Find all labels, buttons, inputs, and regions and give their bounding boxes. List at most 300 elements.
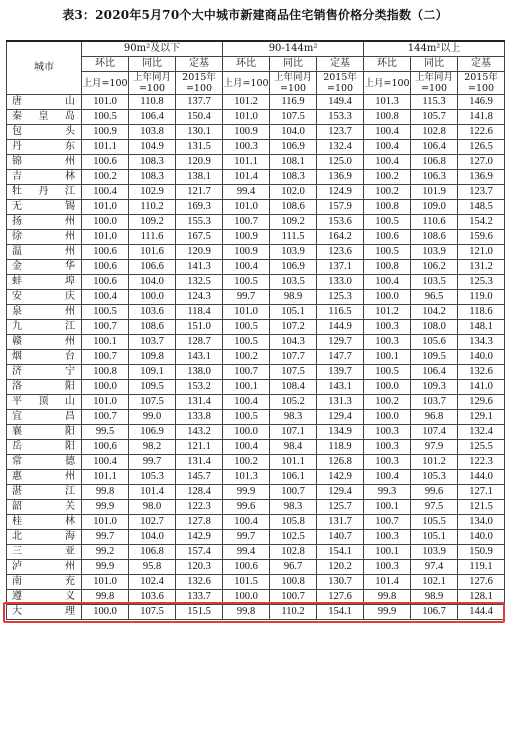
index-value: 119.1 <box>458 560 505 575</box>
index-value: 108.3 <box>129 155 176 170</box>
index-value: 108.1 <box>270 155 317 170</box>
city-name: 桂 林 <box>7 515 82 530</box>
city-name: 泸 州 <box>7 560 82 575</box>
index-value: 106.9 <box>270 260 317 275</box>
city-name: 岳 阳 <box>7 440 82 455</box>
table-row <box>7 185 505 200</box>
index-value: 105.3 <box>411 470 458 485</box>
index-value: 99.3 <box>364 485 411 500</box>
index-value: 131.5 <box>176 140 223 155</box>
city-name: 南 充 <box>7 575 82 590</box>
index-value: 131.2 <box>458 260 505 275</box>
index-value: 106.4 <box>411 365 458 380</box>
index-value: 125.0 <box>317 155 364 170</box>
index-value: 100.3 <box>364 320 411 335</box>
index-value: 96.5 <box>411 290 458 305</box>
city-name: 包 头 <box>7 125 82 140</box>
sub-header: 环比 <box>82 57 129 72</box>
index-value: 100.2 <box>364 170 411 185</box>
index-value: 108.6 <box>411 230 458 245</box>
index-value: 109.3 <box>411 380 458 395</box>
index-value: 132.6 <box>176 575 223 590</box>
city-column-header: 城市 <box>7 41 82 95</box>
index-value: 100.3 <box>364 425 411 440</box>
index-value: 105.7 <box>411 110 458 125</box>
table-row <box>7 335 505 350</box>
index-value: 108.0 <box>411 320 458 335</box>
index-value: 100.8 <box>82 365 129 380</box>
index-value: 99.2 <box>82 545 129 560</box>
table-row <box>7 470 505 485</box>
index-value: 101.0 <box>82 230 129 245</box>
index-value: 100.7 <box>223 215 270 230</box>
city-name: 北 海 <box>7 530 82 545</box>
index-value: 101.3 <box>223 470 270 485</box>
index-value: 100.3 <box>364 560 411 575</box>
city-name: 蚌 埠 <box>7 275 82 290</box>
index-value: 98.2 <box>129 440 176 455</box>
index-value: 101.5 <box>223 575 270 590</box>
index-value: 100.3 <box>364 335 411 350</box>
index-value: 100.5 <box>223 320 270 335</box>
table-row <box>7 500 505 515</box>
index-value: 110.2 <box>129 200 176 215</box>
index-value: 100.4 <box>364 140 411 155</box>
index-value: 146.9 <box>458 95 505 110</box>
index-value: 127.6 <box>317 590 364 605</box>
index-value: 99.9 <box>364 605 411 620</box>
index-value: 121.0 <box>458 245 505 260</box>
index-value: 120.9 <box>176 245 223 260</box>
index-value: 129.4 <box>317 485 364 500</box>
city-name: 丹 东 <box>7 140 82 155</box>
index-value: 103.6 <box>129 305 176 320</box>
index-value: 102.4 <box>129 575 176 590</box>
index-value: 122.6 <box>458 125 505 140</box>
index-value: 106.2 <box>411 260 458 275</box>
city-name: 唐 山 <box>7 95 82 110</box>
index-value: 105.8 <box>270 515 317 530</box>
index-value: 106.1 <box>270 470 317 485</box>
index-value: 100.5 <box>223 335 270 350</box>
table-row <box>7 155 505 170</box>
index-value: 104.9 <box>129 140 176 155</box>
table-row <box>7 125 505 140</box>
index-value: 153.6 <box>317 215 364 230</box>
index-value: 150.9 <box>458 545 505 560</box>
table-row <box>7 545 505 560</box>
index-value: 99.8 <box>364 590 411 605</box>
index-value: 97.5 <box>411 500 458 515</box>
index-value: 100.4 <box>223 515 270 530</box>
index-value: 106.8 <box>411 155 458 170</box>
table-row <box>7 530 505 545</box>
index-value: 131.7 <box>317 515 364 530</box>
index-value: 134.3 <box>458 335 505 350</box>
index-value: 107.5 <box>129 395 176 410</box>
index-value: 151.0 <box>176 320 223 335</box>
index-value: 159.6 <box>458 230 505 245</box>
index-value: 108.4 <box>270 380 317 395</box>
index-value: 144.0 <box>458 470 505 485</box>
index-value: 128.7 <box>176 335 223 350</box>
index-value: 131.3 <box>317 395 364 410</box>
index-value: 99.8 <box>82 590 129 605</box>
base-header: 上月=100 <box>82 72 129 95</box>
index-value: 100.7 <box>223 365 270 380</box>
index-value: 107.5 <box>129 605 176 620</box>
index-value: 100.4 <box>364 275 411 290</box>
index-value: 127.1 <box>458 485 505 500</box>
city-name: 三 亚 <box>7 545 82 560</box>
index-value: 102.8 <box>411 125 458 140</box>
city-name: 湛 江 <box>7 485 82 500</box>
index-value: 164.2 <box>317 230 364 245</box>
index-value: 118.4 <box>176 305 223 320</box>
index-value: 107.4 <box>411 425 458 440</box>
index-value: 100.4 <box>364 125 411 140</box>
city-name: 洛 阳 <box>7 380 82 395</box>
index-value: 100.0 <box>82 380 129 395</box>
index-value: 100.8 <box>364 110 411 125</box>
index-value: 106.9 <box>129 425 176 440</box>
index-value: 99.7 <box>129 455 176 470</box>
index-value: 100.6 <box>82 260 129 275</box>
index-value: 142.9 <box>176 530 223 545</box>
index-value: 100.8 <box>364 260 411 275</box>
table-body <box>7 95 505 620</box>
index-value: 144.4 <box>458 605 505 620</box>
index-value: 143.1 <box>176 350 223 365</box>
index-value: 115.3 <box>411 95 458 110</box>
index-value: 99.7 <box>223 290 270 305</box>
index-value: 140.0 <box>458 530 505 545</box>
city-name: 遵 义 <box>7 590 82 605</box>
base-header: 上年同月=100 <box>270 72 317 95</box>
index-value: 103.8 <box>129 125 176 140</box>
index-value: 100.2 <box>223 350 270 365</box>
index-value: 103.7 <box>411 395 458 410</box>
index-value: 109.5 <box>129 380 176 395</box>
index-value: 118.9 <box>317 440 364 455</box>
table-row <box>7 590 505 605</box>
table-row <box>7 140 505 155</box>
index-value: 103.5 <box>411 275 458 290</box>
table-row <box>7 350 505 365</box>
index-value: 103.6 <box>129 590 176 605</box>
index-value: 109.1 <box>129 365 176 380</box>
table-row <box>7 200 505 215</box>
index-value: 100.8 <box>364 200 411 215</box>
index-value: 100.3 <box>223 140 270 155</box>
index-value: 143.2 <box>176 425 223 440</box>
index-value: 100.6 <box>82 440 129 455</box>
index-value: 101.0 <box>82 515 129 530</box>
city-name: 平顶山 <box>7 395 82 410</box>
city-name: 大 理 <box>7 605 82 620</box>
table-row <box>7 215 505 230</box>
index-value: 126.5 <box>458 140 505 155</box>
index-value: 97.9 <box>411 440 458 455</box>
index-value: 101.2 <box>364 305 411 320</box>
table-row <box>7 260 505 275</box>
index-value: 98.9 <box>411 590 458 605</box>
index-value: 133.8 <box>176 410 223 425</box>
index-value: 111.6 <box>129 230 176 245</box>
index-value: 103.9 <box>411 245 458 260</box>
city-name: 济 宁 <box>7 365 82 380</box>
index-value: 101.4 <box>223 170 270 185</box>
table-title: 表3：2020年5月70个大中城市新建商品住宅销售价格分类指数（二） <box>62 8 448 22</box>
index-value: 106.4 <box>411 140 458 155</box>
index-value: 150.4 <box>176 110 223 125</box>
index-value: 125.5 <box>458 440 505 455</box>
table-row <box>7 425 505 440</box>
index-value: 123.7 <box>458 185 505 200</box>
index-value: 100.5 <box>223 410 270 425</box>
index-value: 101.3 <box>364 95 411 110</box>
table-row <box>7 485 505 500</box>
index-value: 105.1 <box>411 530 458 545</box>
index-value: 100.9 <box>223 245 270 260</box>
index-value: 109.2 <box>270 215 317 230</box>
index-value: 125.3 <box>458 275 505 290</box>
index-value: 121.7 <box>176 185 223 200</box>
index-value: 104.0 <box>270 125 317 140</box>
table-row <box>7 380 505 395</box>
sub-header: 定基 <box>317 57 364 72</box>
index-value: 101.0 <box>82 95 129 110</box>
index-value: 153.2 <box>176 380 223 395</box>
index-value: 103.9 <box>270 245 317 260</box>
index-value: 154.1 <box>317 605 364 620</box>
city-name: 安 庆 <box>7 290 82 305</box>
index-value: 100.6 <box>82 275 129 290</box>
city-name: 赣 州 <box>7 335 82 350</box>
index-value: 137.1 <box>317 260 364 275</box>
table-row <box>7 170 505 185</box>
city-name: 吉 林 <box>7 170 82 185</box>
index-value: 99.8 <box>223 605 270 620</box>
city-name: 秦皇岛 <box>7 110 82 125</box>
index-value: 118.6 <box>458 305 505 320</box>
index-value: 100.2 <box>82 170 129 185</box>
index-value: 127.8 <box>176 515 223 530</box>
index-value: 98.0 <box>129 500 176 515</box>
index-value: 101.2 <box>223 95 270 110</box>
index-value: 100.4 <box>364 155 411 170</box>
index-value: 141.3 <box>176 260 223 275</box>
index-value: 143.1 <box>317 380 364 395</box>
index-value: 107.5 <box>270 110 317 125</box>
index-value: 106.4 <box>129 110 176 125</box>
index-value: 98.9 <box>270 290 317 305</box>
index-value: 100.7 <box>270 590 317 605</box>
index-value: 105.6 <box>411 335 458 350</box>
index-value: 101.9 <box>411 185 458 200</box>
city-name: 烟 台 <box>7 350 82 365</box>
index-value: 101.0 <box>82 200 129 215</box>
index-value: 100.0 <box>364 410 411 425</box>
index-value: 100.5 <box>82 305 129 320</box>
index-value: 109.5 <box>411 350 458 365</box>
index-value: 100.4 <box>223 440 270 455</box>
index-value: 101.4 <box>129 485 176 500</box>
city-name: 九 江 <box>7 320 82 335</box>
index-value: 104.0 <box>129 275 176 290</box>
index-value: 111.5 <box>270 230 317 245</box>
index-value: 148.5 <box>458 200 505 215</box>
table-row <box>7 110 505 125</box>
index-value: 141.0 <box>458 380 505 395</box>
index-value: 138.0 <box>176 365 223 380</box>
index-value: 110.2 <box>270 605 317 620</box>
index-value: 103.5 <box>270 275 317 290</box>
table-row <box>7 575 505 590</box>
index-value: 98.4 <box>270 440 317 455</box>
index-value: 103.7 <box>129 335 176 350</box>
index-value: 99.7 <box>223 530 270 545</box>
index-value: 101.0 <box>223 110 270 125</box>
index-value: 101.1 <box>270 455 317 470</box>
index-value: 125.3 <box>317 290 364 305</box>
index-value: 105.5 <box>411 515 458 530</box>
index-value: 100.5 <box>364 365 411 380</box>
city-name: 扬 州 <box>7 215 82 230</box>
index-value: 100.2 <box>364 395 411 410</box>
index-value: 99.6 <box>411 485 458 500</box>
index-value: 120.9 <box>176 155 223 170</box>
index-value: 101.1 <box>223 155 270 170</box>
index-value: 100.5 <box>364 245 411 260</box>
index-value: 107.5 <box>270 365 317 380</box>
city-name: 宜 昌 <box>7 410 82 425</box>
index-value: 129.4 <box>317 410 364 425</box>
index-value: 107.7 <box>270 350 317 365</box>
index-value: 134.9 <box>317 425 364 440</box>
index-value: 99.4 <box>223 545 270 560</box>
index-value: 107.2 <box>270 320 317 335</box>
index-value: 100.1 <box>82 335 129 350</box>
base-header: 上月=100 <box>364 72 411 95</box>
index-value: 100.5 <box>82 110 129 125</box>
group-header: 90-144m² <box>223 41 364 57</box>
index-value: 100.9 <box>223 230 270 245</box>
city-name: 牡丹江 <box>7 185 82 200</box>
index-value: 102.8 <box>270 545 317 560</box>
index-value: 154.2 <box>458 215 505 230</box>
index-value: 100.9 <box>223 125 270 140</box>
index-value: 99.9 <box>82 500 129 515</box>
index-value: 126.8 <box>317 455 364 470</box>
index-value: 139.7 <box>317 365 364 380</box>
index-value: 153.3 <box>317 110 364 125</box>
table-row <box>7 305 505 320</box>
index-value: 123.6 <box>317 245 364 260</box>
index-value: 100.3 <box>364 455 411 470</box>
index-value: 100.4 <box>82 455 129 470</box>
price-index-table <box>6 40 505 620</box>
index-value: 99.9 <box>82 560 129 575</box>
index-value: 106.9 <box>270 140 317 155</box>
index-value: 100.1 <box>364 500 411 515</box>
index-value: 101.0 <box>223 200 270 215</box>
index-value: 169.3 <box>176 200 223 215</box>
table-row <box>7 245 505 260</box>
index-value: 157.9 <box>317 200 364 215</box>
index-value: 99.0 <box>129 410 176 425</box>
index-value: 122.3 <box>458 455 505 470</box>
index-value: 130.7 <box>317 575 364 590</box>
index-value: 147.7 <box>317 350 364 365</box>
index-value: 120.3 <box>176 560 223 575</box>
index-value: 105.1 <box>270 305 317 320</box>
sub-header: 定基 <box>176 57 223 72</box>
index-value: 110.8 <box>129 95 176 110</box>
table-row <box>7 455 505 470</box>
city-name: 锦 州 <box>7 155 82 170</box>
index-value: 106.3 <box>411 170 458 185</box>
city-name: 韶 关 <box>7 500 82 515</box>
table-row <box>7 515 505 530</box>
index-value: 100.4 <box>223 395 270 410</box>
index-value: 157.4 <box>176 545 223 560</box>
index-value: 144.9 <box>317 320 364 335</box>
table-row <box>7 320 505 335</box>
index-value: 128.1 <box>458 590 505 605</box>
index-value: 100.4 <box>223 260 270 275</box>
table-row <box>7 410 505 425</box>
index-value: 106.8 <box>129 545 176 560</box>
table-header <box>7 41 505 95</box>
base-header: 上年同月=100 <box>411 72 458 95</box>
index-value: 131.4 <box>176 455 223 470</box>
index-value: 129.1 <box>458 410 505 425</box>
index-value: 119.0 <box>458 290 505 305</box>
index-value: 125.7 <box>317 500 364 515</box>
index-value: 133.0 <box>317 275 364 290</box>
index-value: 96.7 <box>270 560 317 575</box>
index-value: 132.4 <box>317 140 364 155</box>
index-value: 101.6 <box>129 245 176 260</box>
city-name: 徐 州 <box>7 230 82 245</box>
index-value: 107.1 <box>270 425 317 440</box>
sub-header: 同比 <box>411 57 458 72</box>
sub-header: 同比 <box>129 57 176 72</box>
index-value: 101.4 <box>364 575 411 590</box>
index-value: 100.6 <box>82 155 129 170</box>
index-value: 108.6 <box>129 320 176 335</box>
index-value: 100.1 <box>364 545 411 560</box>
index-value: 106.6 <box>129 260 176 275</box>
index-value: 100.2 <box>223 455 270 470</box>
base-header: 上年同月=100 <box>129 72 176 95</box>
index-value: 100.0 <box>364 290 411 305</box>
index-value: 99.8 <box>82 485 129 500</box>
index-value: 116.5 <box>317 305 364 320</box>
city-name: 襄 阳 <box>7 425 82 440</box>
index-value: 100.5 <box>223 275 270 290</box>
index-value: 124.3 <box>176 290 223 305</box>
index-value: 101.1 <box>82 470 129 485</box>
index-value: 110.6 <box>411 215 458 230</box>
city-name: 惠 州 <box>7 470 82 485</box>
city-name: 温 州 <box>7 245 82 260</box>
index-value: 140.0 <box>458 350 505 365</box>
index-value: 102.5 <box>270 530 317 545</box>
index-value: 100.4 <box>364 470 411 485</box>
index-value: 108.3 <box>270 170 317 185</box>
